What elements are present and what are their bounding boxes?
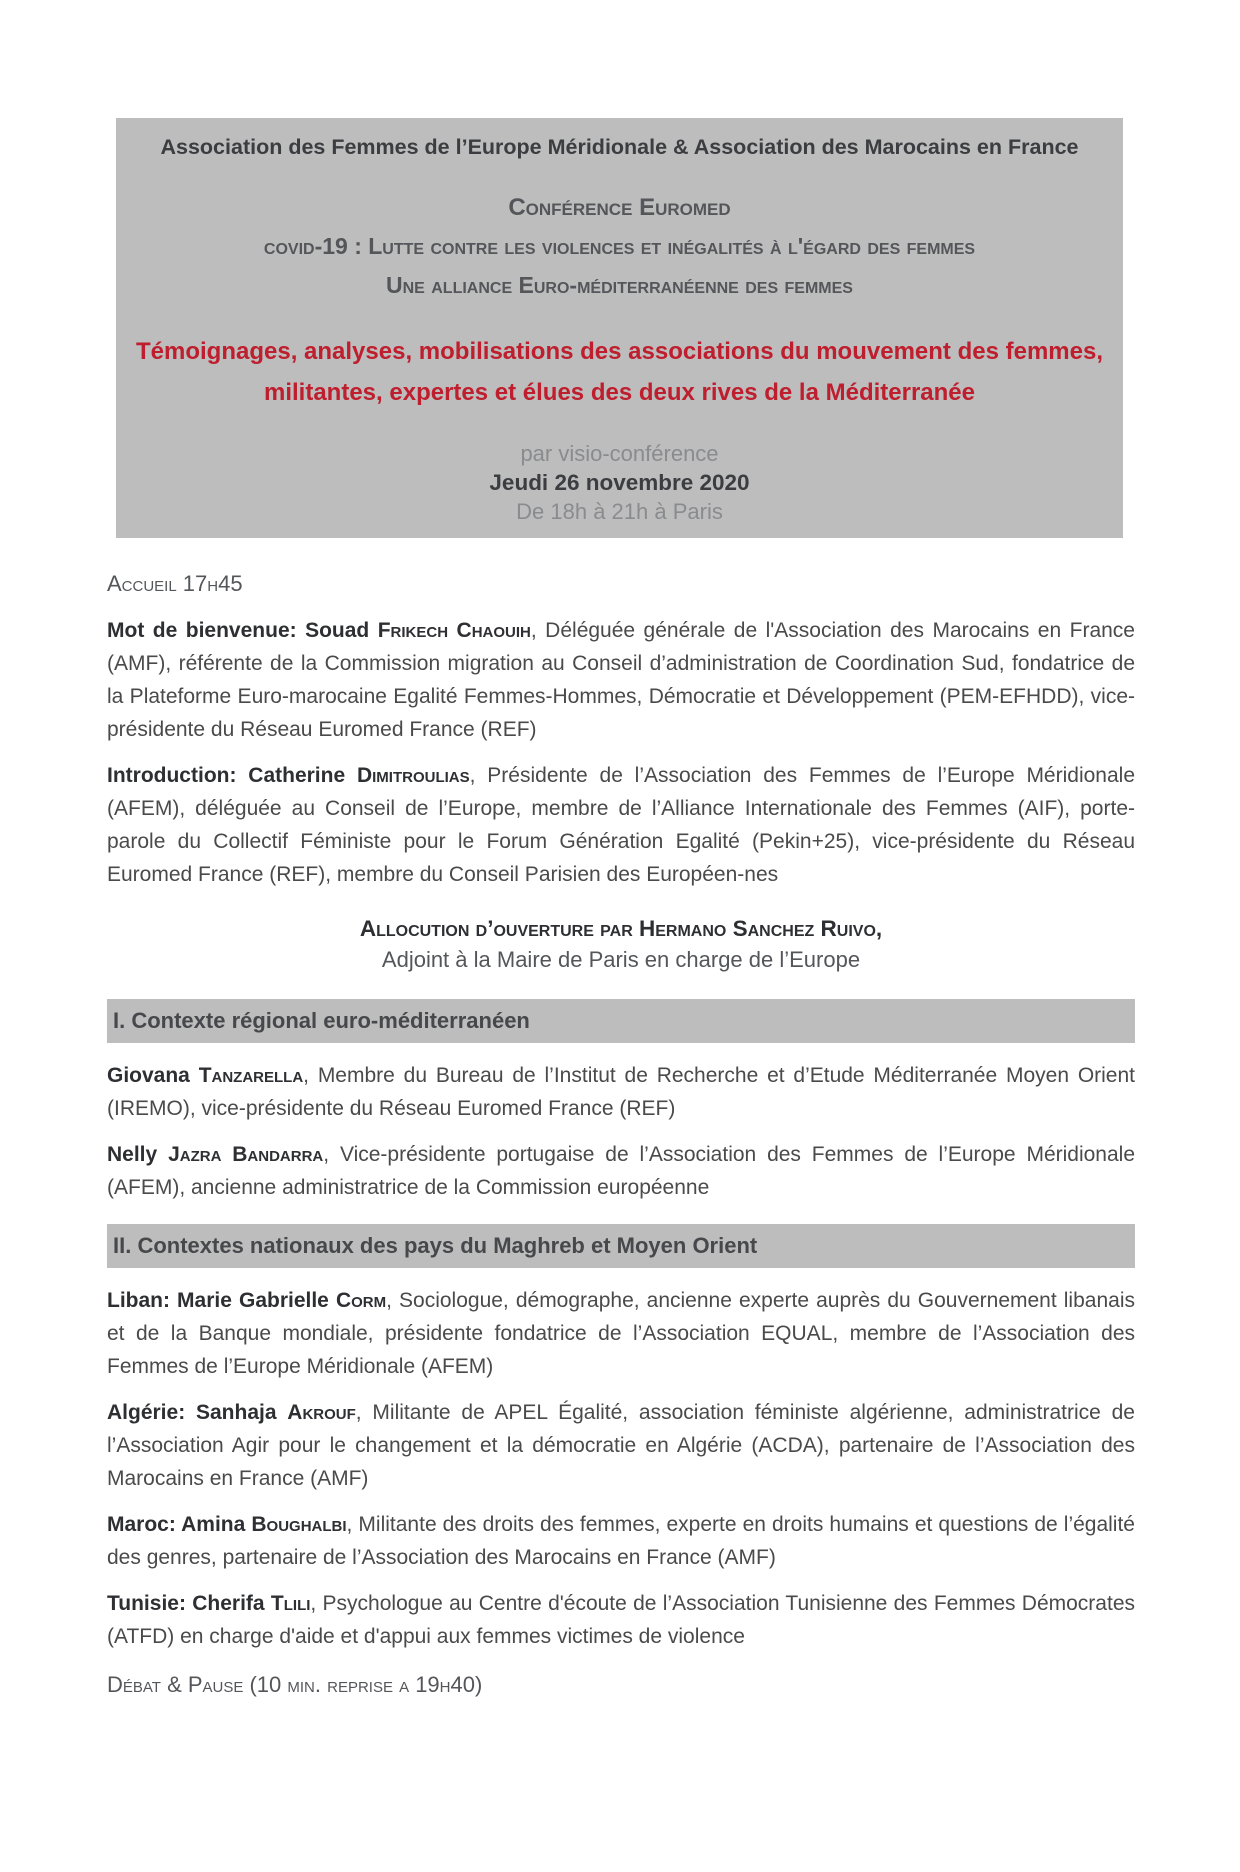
conference-title: Conférence Euromed [508, 194, 731, 221]
speaker-lead: Liban: Marie Gabrielle [107, 1289, 336, 1312]
speaker-lead: Maroc: Amina [107, 1513, 252, 1536]
section-2-header: II. Contextes nationaux des pays du Maghreb et Moyen Orient [107, 1224, 1135, 1268]
event-red-title: Témoignages, analyses, mobilisations des associations du mouvement des femmes, militantes, expertes et élues des deux rives de la Méditerranée [136, 338, 1103, 406]
speaker-paragraph [107, 1284, 1135, 1383]
program-content [107, 570, 1135, 1699]
speaker-lead: Giovana [107, 1064, 199, 1087]
speaker-description: , Membre du Bureau de l’Institut de Recherche et d’Etude Méditerranée Moyen Orient (IREMO), vice-présidente du Réseau Euromed France (REF) [107, 1064, 1136, 1120]
speaker-description: , Présidente de l’Association des Femmes de l’Europe Méridionale (AFEM), déléguée au Conseil de l’Europe, membre de l’Alliance Internationale des Femmes (AIF), porte-parole du Collectif Féministe pour le Forum Génération Egalité (Pekin+25), vice-présidente du Réseau Euromed France (REF), membre du Conseil Parisien des Européen-nes [107, 764, 1135, 886]
speaker-paragraph [107, 1587, 1135, 1653]
speaker-paragraph [107, 1059, 1135, 1125]
opening-address-subtitle: Adjoint à la Maire de Paris en charge de l’Europe [381, 947, 861, 972]
speaker-name: Corm [335, 1289, 387, 1312]
speaker-lead: Algérie: Sanhaja [107, 1401, 288, 1424]
speaker-description: , Vice-présidente portugaise de l’Association des Femmes de l’Europe Méridionale (AFEM), ancienne administratrice de la Commission européenne [107, 1143, 1136, 1199]
section-1-header: I. Contexte régional euro-méditerranéen [107, 999, 1135, 1043]
pause-line: Débat & Pause (10 min. reprise a 19h40) [107, 1672, 483, 1697]
date-line: Jeudi 26 novembre 2020 [489, 470, 750, 495]
speaker-description: , Psychologue au Centre d'écoute de l’Association Tunisienne des Femmes Démocrates (ATFD) en charge d'aide et d'appui aux femmes victimes de violence [107, 1592, 1135, 1648]
welcome-paragraph [107, 614, 1135, 746]
conference-header-box [116, 118, 1123, 538]
opening-address-title: Allocution d’ouverture par Hermano Sanchez Ruivo, [359, 916, 883, 941]
speaker-name: Dimitroulias [356, 764, 470, 787]
speaker-description: , Militante de APEL Égalité, association féministe algérienne, administratrice de l’Association Agir pour le changement et la démocratie en Algérie (ACDA), partenaire de l’Association des Marocains en France (AMF) [107, 1401, 1135, 1490]
accueil-line: Accueil 17h45 [107, 571, 243, 596]
speaker-lead: Tunisie: Cherifa [107, 1592, 271, 1615]
speaker-name: Tlili [270, 1592, 311, 1615]
opening-address-block [107, 913, 1135, 975]
speaker-name: Tanzarella [198, 1064, 304, 1087]
organizations-line: Association des Femmes de l’Europe Méridionale & Association des Marocains en France [160, 135, 1079, 159]
conference-program-page [0, 118, 1240, 1872]
speaker-paragraph [107, 1138, 1135, 1204]
speaker-lead: Mot de bienvenue: Souad [107, 619, 378, 642]
format-line: par visio-conférence [520, 441, 719, 466]
speaker-lead: Nelly [107, 1143, 169, 1166]
speaker-description: , Déléguée générale de l'Association des Marocains en France (AMF), référente de la Commission migration au Conseil d’administration de Coordination Sud, fondatrice de la Plateforme Euro-marocaine Egalité Femmes-Hommes, Démocratie et Développement (PEM-EFHDD), vice-présidente du Réseau Euromed France (REF) [107, 619, 1135, 741]
speaker-paragraph [107, 1396, 1135, 1495]
introduction-paragraph [107, 759, 1135, 891]
speaker-description: , Sociologue, démographe, ancienne experte auprès du Gouvernement libanais et de la Banque mondiale, présidente fondatrice de l’Association EQUAL, membre de l’Association des Femmes de l’Europe Méridionale (AFEM) [107, 1289, 1135, 1378]
speaker-name: Frikech Chaouih [377, 619, 531, 642]
covid-subtitle: covid-19 : Lutte contre les violences et inégalités à l'égard des femmes [263, 233, 976, 259]
speaker-paragraph [107, 1508, 1135, 1574]
speaker-name: Jazra Bandarra [168, 1143, 324, 1166]
speaker-description: , Militante des droits des femmes, experte en droits humains et questions de l’égalité des genres, partenaire de l’Association des Marocains en France (AMF) [107, 1513, 1135, 1569]
time-line: De 18h à 21h à Paris [516, 499, 723, 524]
speaker-lead: Introduction: Catherine [107, 764, 357, 787]
alliance-subtitle: Une alliance Euro-méditerranéenne des femmes [386, 272, 853, 298]
speaker-name: Akrouf [287, 1401, 356, 1424]
speaker-name: Boughalbi [251, 1513, 347, 1536]
